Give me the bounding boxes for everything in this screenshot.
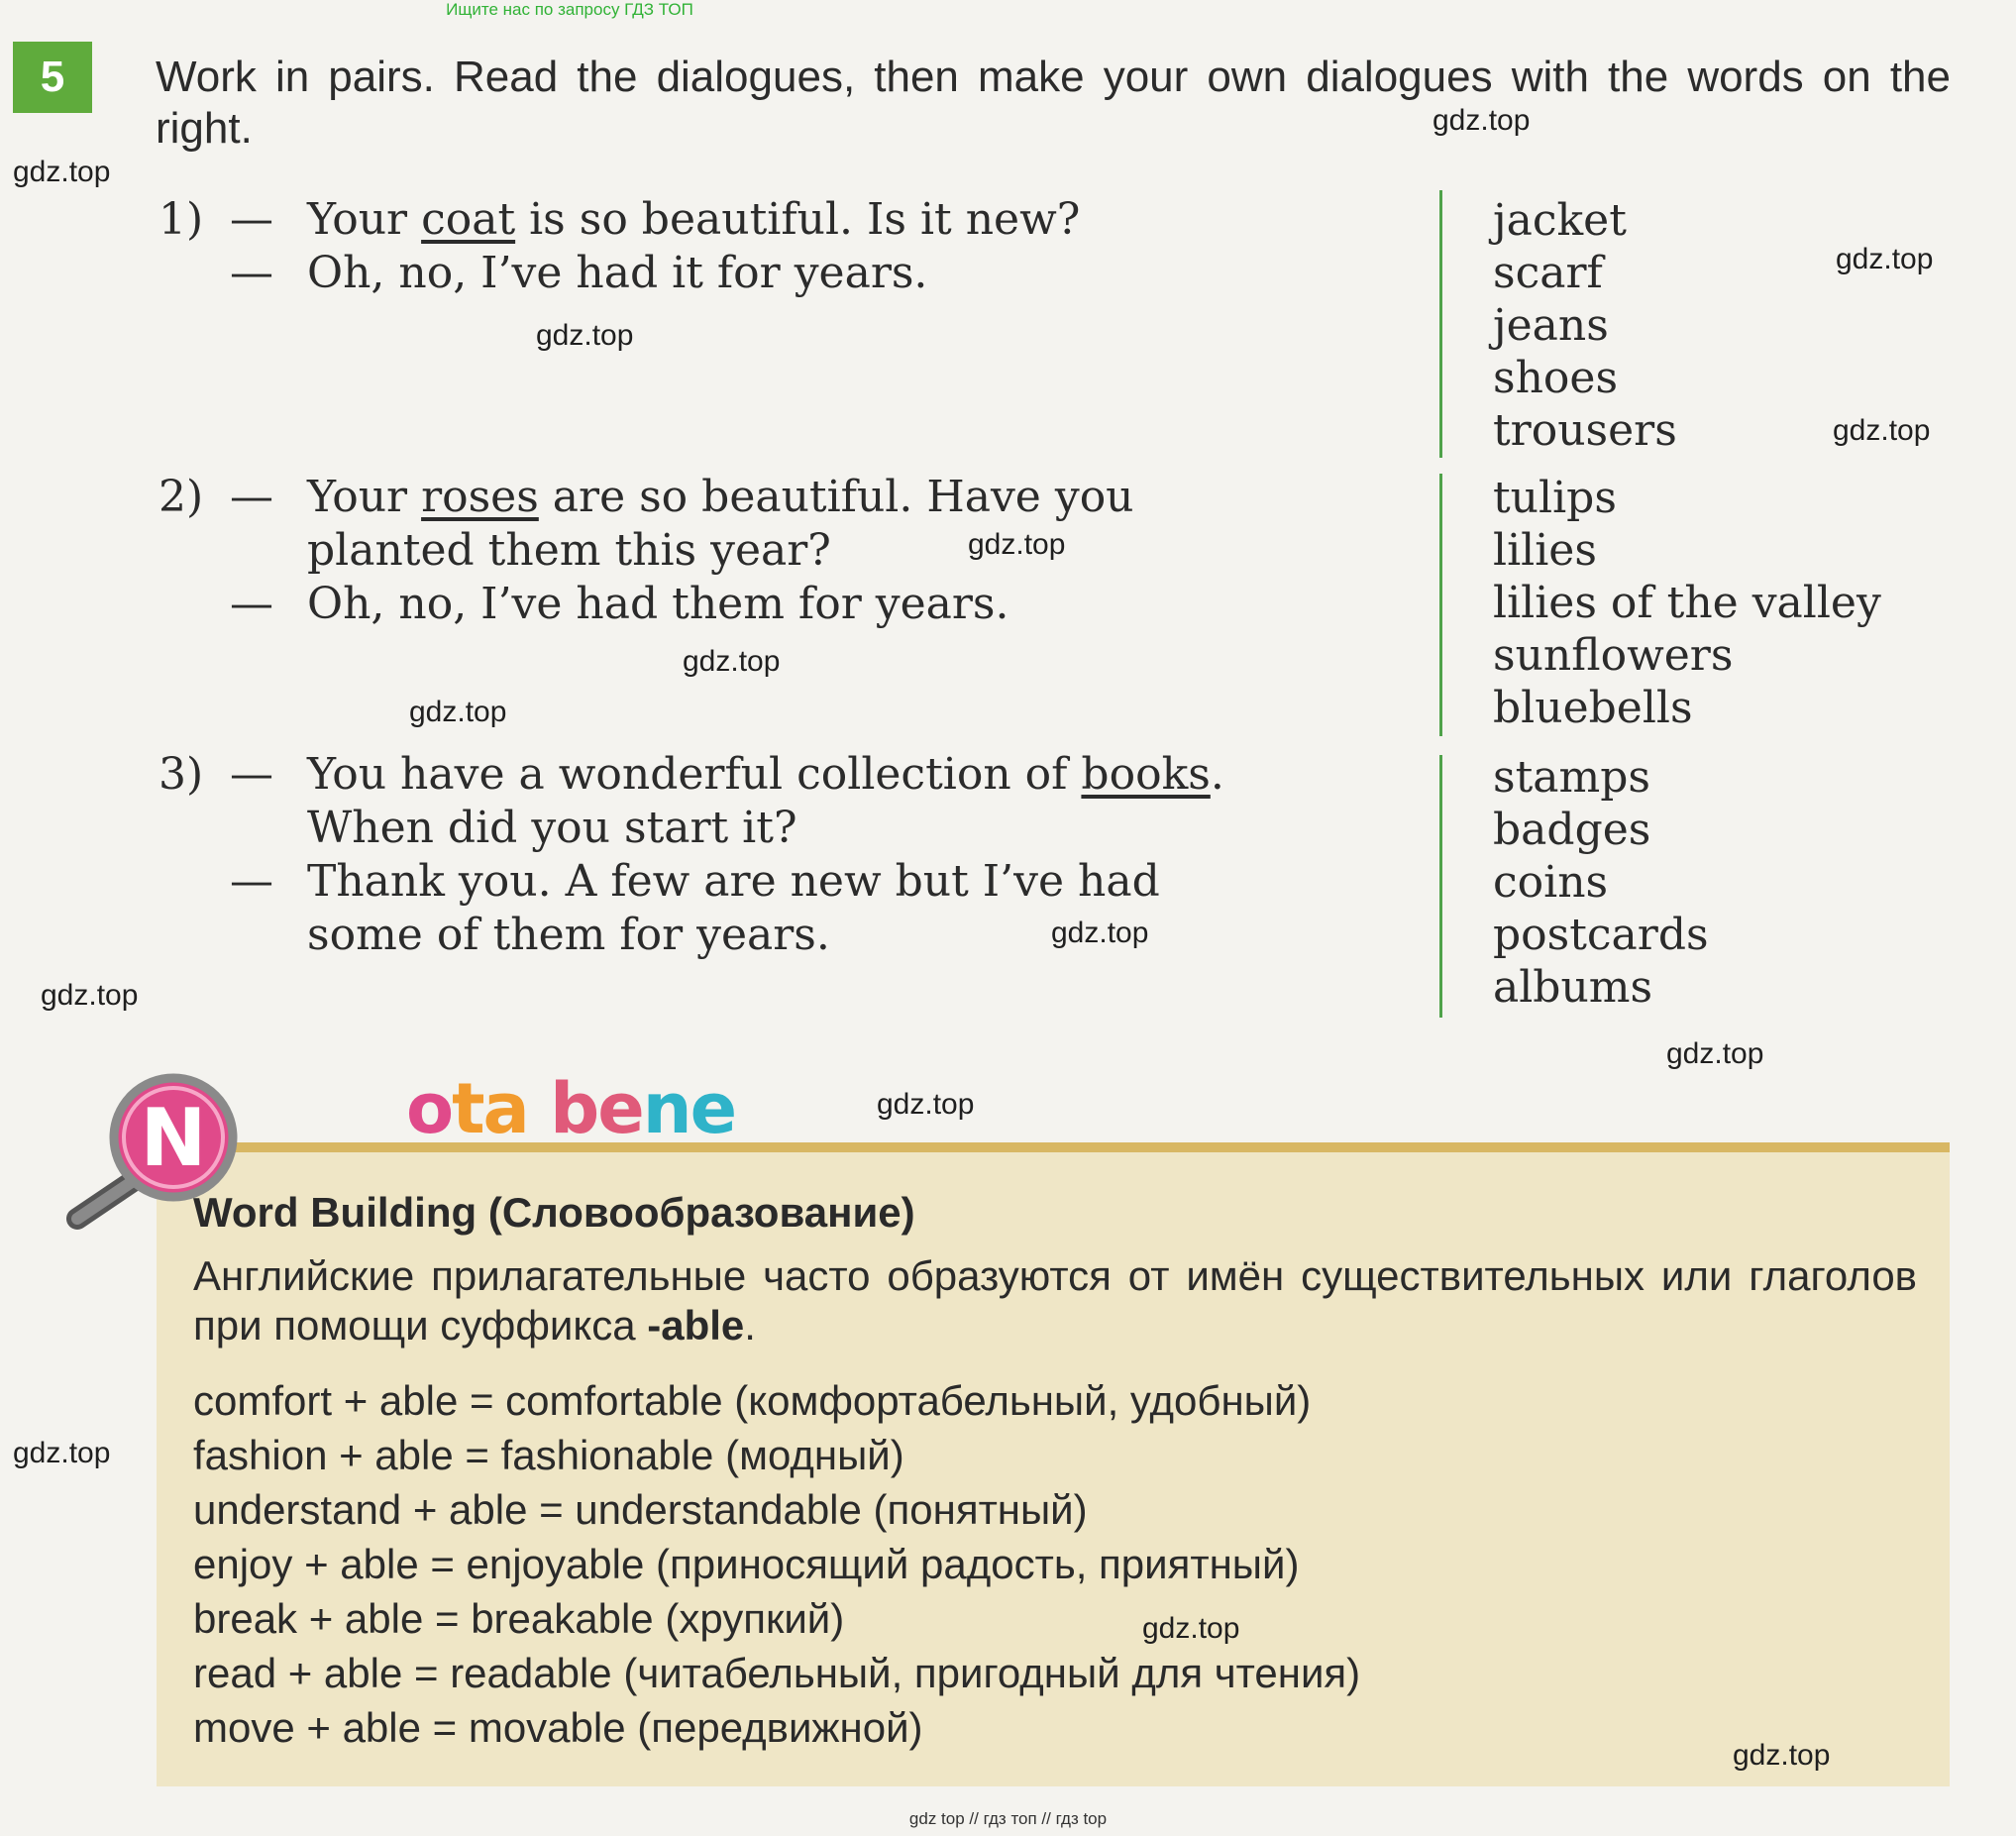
- example-line: read + able = readable (читабельный, пригодный для чтения): [193, 1650, 1361, 1696]
- suffix-highlight: -able: [647, 1302, 745, 1349]
- dialogue-dash: —: [230, 579, 273, 629]
- divider-line: [1439, 755, 1442, 1018]
- word-item: jacket: [1493, 195, 1627, 246]
- watermark: gdz.top: [1836, 243, 1934, 275]
- watermark: gdz.top: [683, 645, 781, 678]
- word-item: postcards: [1493, 910, 1709, 960]
- word-item: lilies of the valley: [1493, 578, 1881, 628]
- watermark: gdz.top: [1142, 1612, 1240, 1645]
- dialogue-line: When did you start it?: [307, 803, 797, 853]
- dialogue-dash: —: [230, 248, 273, 298]
- top-search-link[interactable]: Ищите нас по запросу ГДЗ ТОП: [446, 0, 693, 19]
- watermark: gdz.top: [409, 696, 507, 728]
- nota-bene-paragraph: Английские прилагательные часто образуются от имён существительных или глаголов при помощи суффикса -able.: [193, 1252, 1917, 1349]
- word-item: tulips: [1493, 473, 1617, 523]
- word-item: badges: [1493, 805, 1651, 855]
- dialogue-line: Thank you. A few are new but I’ve had: [307, 856, 1160, 907]
- dialogue-dash: —: [230, 749, 273, 800]
- dialogue-line: You have a wonderful collection of books.: [307, 749, 1224, 800]
- dialogue-number: 2): [159, 472, 204, 522]
- bottom-link[interactable]: gdz top // гдз топ // гдз top: [908, 1809, 1108, 1828]
- example-line: fashion + able = fashionable (модный): [193, 1432, 904, 1478]
- dialogue-number: 1): [159, 194, 204, 245]
- word-item: scarf: [1493, 248, 1603, 298]
- word-building-examples: [193, 1373, 1360, 1755]
- exercise-instruction: Work in pairs. Read the dialogues, then make your own dialogues with the words on the right.: [156, 53, 1951, 153]
- watermark: gdz.top: [536, 319, 634, 352]
- watermark: gdz.top: [1733, 1739, 1831, 1772]
- divider-line: [1439, 190, 1442, 458]
- example-line: move + able = movable (передвижной): [193, 1704, 923, 1751]
- watermark: gdz.top: [1432, 104, 1531, 137]
- nota-bene-heading: Word Building (Словообразование): [193, 1189, 915, 1236]
- word-item: trousers: [1493, 405, 1677, 456]
- word-item: sunflowers: [1493, 630, 1734, 681]
- word-item: bluebells: [1493, 683, 1693, 733]
- dialogue-dash: —: [230, 472, 273, 522]
- dialogue-dash: —: [230, 856, 273, 907]
- target-word: coat: [421, 194, 516, 245]
- dialogue-1: [159, 193, 1407, 302]
- example-line: understand + able = understandable (понятный): [193, 1486, 1088, 1533]
- watermark: gdz.top: [1666, 1037, 1764, 1070]
- logo-letter: N: [140, 1092, 207, 1184]
- watermark: gdz.top: [968, 528, 1066, 561]
- dialogue-number: 3): [159, 749, 204, 800]
- dialogue-line: Oh, no, I’ve had it for years.: [307, 248, 928, 298]
- watermark: gdz.top: [1051, 917, 1149, 949]
- watermark: gdz.top: [13, 156, 111, 188]
- watermark: gdz.top: [13, 1437, 111, 1469]
- divider-line: [1439, 474, 1442, 736]
- target-word: roses: [421, 472, 539, 522]
- word-item: coins: [1493, 857, 1609, 908]
- word-item: albums: [1493, 962, 1653, 1013]
- dialogue-line: planted them this year?: [307, 525, 831, 576]
- dialogue-line: some of them for years.: [307, 910, 830, 960]
- dialogue-line: Oh, no, I’ve had them for years.: [307, 579, 1009, 629]
- word-item: lilies: [1493, 525, 1597, 576]
- watermark: gdz.top: [1833, 414, 1931, 447]
- example-line: enjoy + able = enjoyable (приносящий радость, приятный): [193, 1541, 1300, 1587]
- word-list-3: [1493, 751, 1709, 1014]
- word-list-1: [1493, 194, 1677, 457]
- exercise-number-badge: 5: [13, 42, 92, 113]
- dialogue-3: [159, 748, 1407, 966]
- watermark: gdz.top: [41, 979, 139, 1012]
- example-line: comfort + able = comfortable (комфортабельный, удобный): [193, 1377, 1312, 1424]
- word-list-2: [1493, 472, 1881, 734]
- dialogue-line: Your roses are so beautiful. Have you: [307, 472, 1134, 522]
- example-line: break + able = breakable (хрупкий): [193, 1595, 845, 1642]
- word-item: stamps: [1493, 752, 1650, 803]
- dialogue-dash: —: [230, 194, 273, 245]
- word-item: jeans: [1493, 300, 1609, 351]
- target-word: books: [1081, 749, 1211, 800]
- dialogue-line: Your coat is so beautiful. Is it new?: [307, 194, 1081, 245]
- dialogue-2: [159, 471, 1407, 634]
- word-item: shoes: [1493, 353, 1619, 403]
- watermark: gdz.top: [877, 1088, 975, 1121]
- nota-bene-title: ota bene: [406, 1068, 736, 1149]
